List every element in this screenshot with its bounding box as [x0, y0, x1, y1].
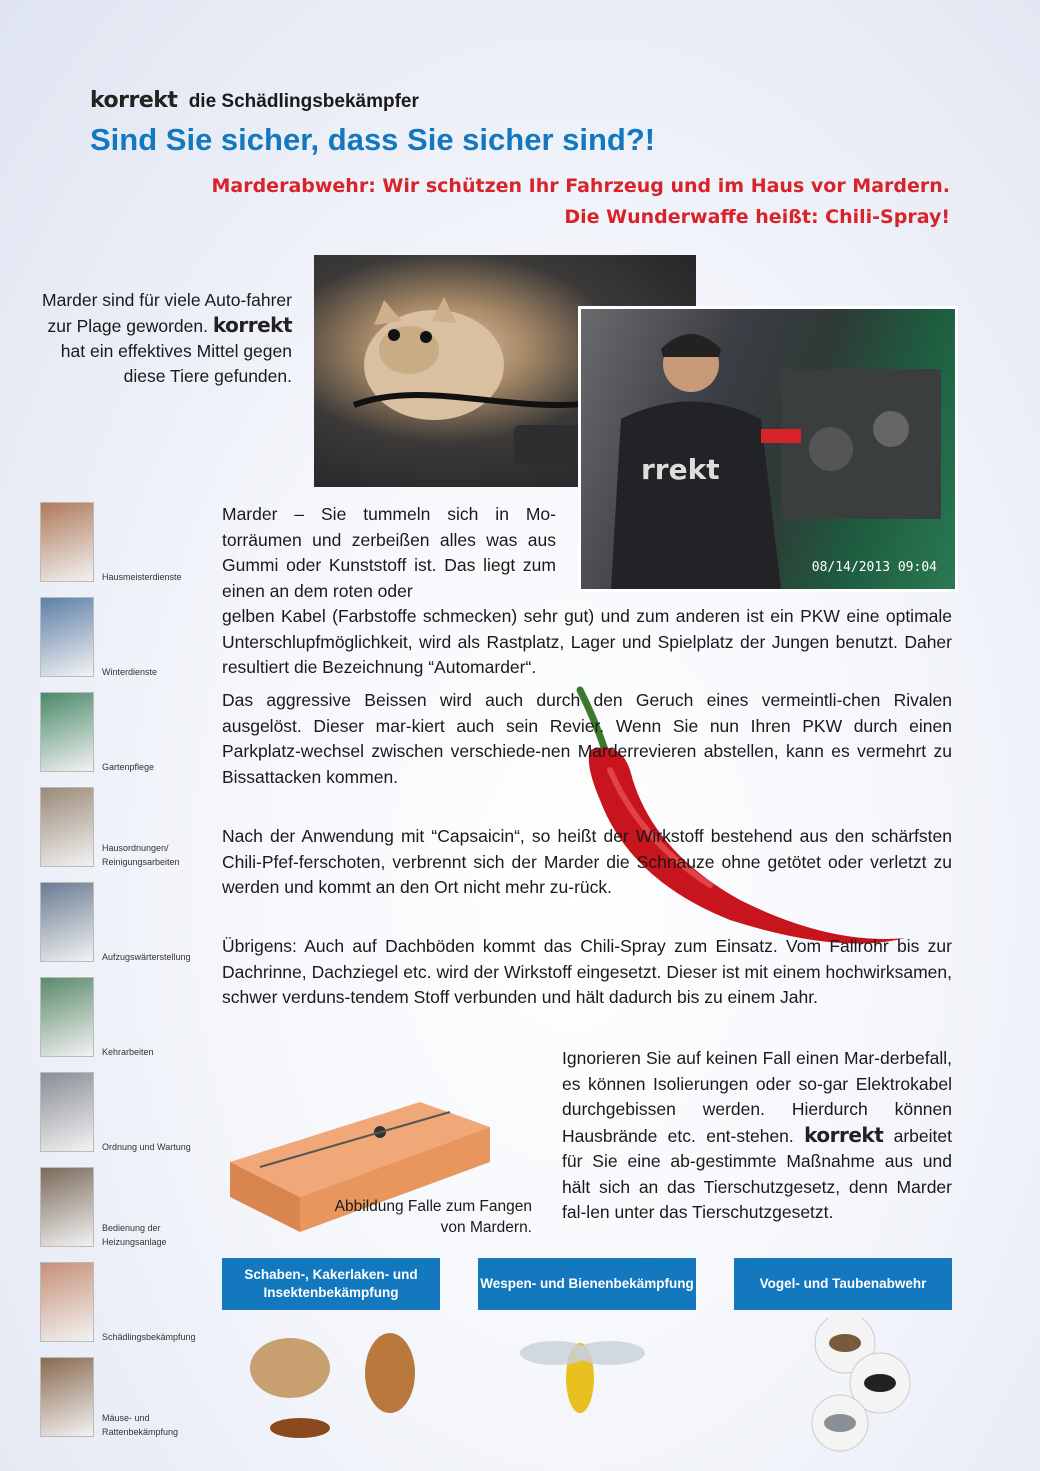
sidebar-thumbnail: [40, 1262, 94, 1342]
sidebar-service-item: [40, 787, 220, 871]
sidebar-service-item: [40, 1072, 220, 1156]
paragraph-3: Nach der Anwendung mit “Capsaicin“, so heißt der Wirkstoff bestehend aus den schärfsten Chili-Pfef-ferschoten, verbrennt sich der Marder die Schnauze ohne getötet oder verletzt zu werden und kommt an den Ort nicht mehr zu-rück.: [222, 826, 952, 897]
sidebar-service-item: [40, 1167, 220, 1251]
paragraph-2: Das aggressive Beissen wird auch durch den Geruch eines vermeintli-chen Rivalen ausgelöst. Dieser mar-kiert auch sein Revier. Wenn Sie nun Ihren PKW durch einen Parkplatz-wechsel zwischen verschiede-nen Marderrevieren abstellen, kann es vermehrt zu Bissattacken kommen.: [222, 690, 952, 787]
service-birds: Vogel- und Taubenabwehr: [734, 1258, 952, 1310]
sidebar-service-item: [40, 882, 220, 966]
sidebar-thumbnail: [40, 1072, 94, 1152]
pest-illustrations: [230, 1318, 950, 1453]
headline: Sind Sie sicher, dass Sie sicher sind?!: [90, 122, 656, 157]
service-wasps: Wespen- und Bienenbekämpfung: [478, 1258, 696, 1310]
sidebar-thumbnail: [40, 882, 94, 962]
korrekt-logo: korrekt: [90, 88, 178, 113]
paragraph-5-before: Ignorieren Sie auf keinen Fall einen Mar-derbefall, es können Isolierungen oder so-gar Elektrokabel durchgebissen werden. Hierdurch können Hausbrände etc. ent-stehen.: [562, 1048, 952, 1146]
sidebar-service-label: Winterdienste: [102, 667, 158, 677]
sidebar-service-label: Gartenpflege: [102, 762, 155, 772]
sidebar-service-label: Aufzugswärterstellung: [102, 952, 191, 962]
brand-line: [90, 88, 419, 113]
trap-caption: Abbildung Falle zum Fangen von Mardern.: [334, 1198, 532, 1236]
paragraph-1-narrow: Marder – Sie tummeln sich in Mo-torräumen und zerbeißen alles was aus Gummi oder Kunststoff ist. Das liegt zum einen an dem roten oder: [222, 504, 556, 601]
sidebar-thumbnail: [40, 787, 94, 867]
sidebar-service-item: [40, 502, 220, 586]
sidebar-thumbnail: [40, 692, 94, 772]
korrekt-logo-intro: korrekt: [212, 313, 292, 337]
sidebar-service-item: [40, 692, 220, 776]
svg-text:rrekt: rrekt: [641, 453, 720, 486]
sidebar-service-label: Mäuse- und Rattenbekämpfung: [102, 1413, 179, 1437]
sidebar-service-label: Hausmeisterdienste: [102, 572, 182, 582]
sidebar-thumbnail: [40, 1357, 94, 1437]
intro-text: [30, 288, 292, 389]
paragraph-4: Übrigens: Auch auf Dachböden kommt das Chili-Spray zum Einsatz. Vom Fallrohr bis zur Dachrinne, Dachziegel etc. wird der Wirkstoff eingesetzt. Dieser ist mit einem hochwirksamen, schwer verduns-tendem Stoff verbunden und hält dadurch bis zu einem Jahr.: [222, 936, 952, 1007]
sidebar-thumbnail: [40, 502, 94, 582]
sidebar-service-label: Ordnung und Wartung: [102, 1142, 191, 1152]
sidebar-service-label: Kehrarbeiten: [102, 1047, 154, 1057]
subheadline-2: Die Wunderwaffe heißt: Chili-Spray!: [564, 206, 950, 228]
sidebar-service-item: [40, 1262, 220, 1346]
photo-timestamp: 08/14/2013 09:04: [811, 560, 937, 575]
sidebar-service-item: [40, 597, 220, 681]
sidebar-service-item: [40, 977, 220, 1061]
sidebar-service-label: Bedienung der Heizungsanlage: [102, 1223, 167, 1247]
intro-after: hat ein effektives Mittel gegen diese Tiere gefunden.: [60, 341, 292, 386]
sidebar-service-item: [40, 1357, 220, 1441]
subheadline-1: Marderabwehr: Wir schützen Ihr Fahrzeug und im Haus vor Mardern.: [211, 175, 950, 197]
sidebar-service-label: Schädlingsbekämpfung: [102, 1332, 196, 1342]
service-insects: Schaben-, Kakerlaken- und Insektenbekämpfung: [222, 1258, 440, 1310]
sidebar-thumbnail: [40, 977, 94, 1057]
korrekt-logo-p5: korrekt: [804, 1122, 884, 1147]
sidebar-thumbnail: [40, 597, 94, 677]
paragraph-5-after: arbeitet für Sie eine ab-gestimmte Maßnahme aus und hält sich an das Tierschutzgesetz, denn Marder fal-len unter das Tierschutzgesetzt.: [562, 1125, 952, 1222]
paragraph-1-wide: gelben Kabel (Farbstoffe schmecken) sehr gut) und zum anderen ist ein PKW eine optimale Unterschlupfmöglichkeit, wird als Rastplatz, Lager und Spielplatz der Jungen benutzt. Daher resultiert die Bezeichnung “Automarder“.: [222, 606, 952, 677]
sidebar-thumbnail: [40, 1167, 94, 1247]
sidebar-service-label: Hausordnungen/ Reinigungsarbeiten: [102, 843, 180, 867]
brand-tagline: die Schädlingsbekämpfer: [188, 91, 419, 112]
paragraph-5: [562, 1046, 952, 1226]
paragraph-1: [222, 502, 952, 681]
intro-before: Marder sind für viele Auto-fahrer zur Plage geworden.: [42, 290, 292, 336]
